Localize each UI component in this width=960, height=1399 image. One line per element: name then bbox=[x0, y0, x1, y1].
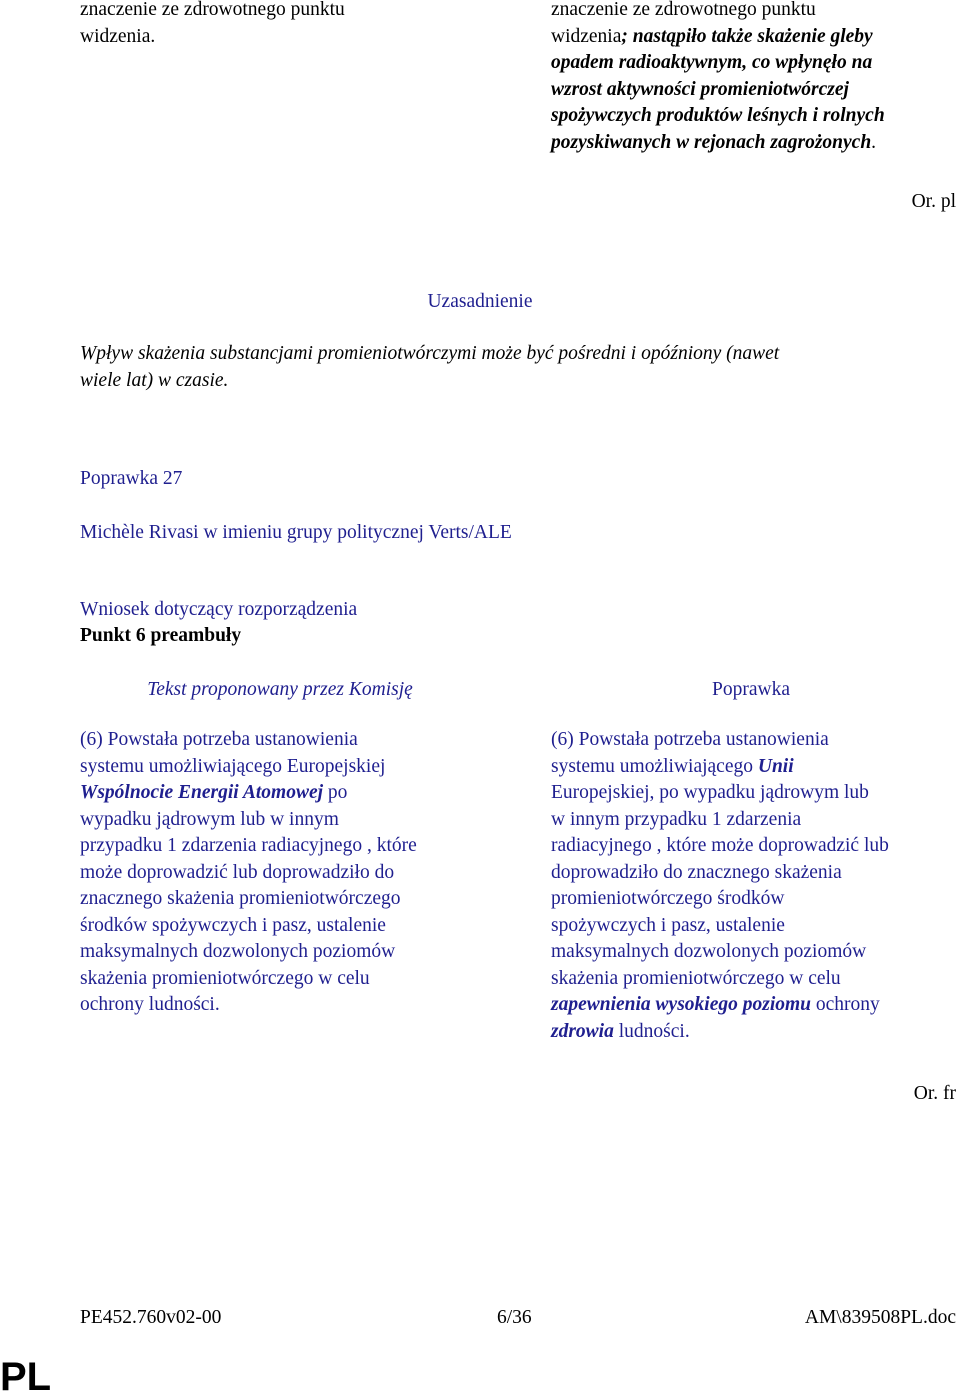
text-line: maksymalnych dozwolonych poziomów bbox=[80, 941, 396, 962]
text-line: w innym przypadku 1 zdarzenia bbox=[551, 808, 802, 830]
prev-left-column bbox=[80, 0, 480, 50]
text-line: Wspólnocie Energii Atomowej po bbox=[80, 782, 348, 803]
text-line: przypadku 1 zdarzenia radiacyjnego , które bbox=[80, 835, 417, 856]
text-line: doprowadziło do znacznego skażenia bbox=[551, 861, 842, 883]
text-line: (6) Powstała potrzeba ustanowienia bbox=[80, 729, 358, 750]
amendment-text bbox=[551, 727, 956, 1045]
original-language-fr: Or. fr bbox=[913, 1083, 956, 1104]
text-line: promieniotwórczego środków bbox=[551, 888, 785, 909]
text-line: może doprowadzić lub doprowadziło do bbox=[80, 861, 395, 883]
text-line: spożywczych i pasz, ustalenie bbox=[551, 914, 785, 936]
column-header-commission: Tekst proponowany przez Komisję bbox=[147, 679, 413, 700]
amendment-author: Michèle Rivasi w imieniu grupy politycznej Verts/ALE bbox=[80, 522, 512, 543]
text-line: Europejskiej, po wypadku jądrowym lub bbox=[551, 782, 869, 803]
text-line: wiele lat) w czasie. bbox=[80, 369, 229, 391]
text-line: zapewnienia wysokiego poziomu ochrony bbox=[551, 994, 880, 1015]
amendment-title: Poprawka 27 bbox=[80, 468, 183, 489]
text-line: środków spożywczych i pasz, ustalenie bbox=[80, 914, 386, 936]
text-line: zdrowia ludności. bbox=[551, 1020, 690, 1042]
text-line: znaczenie ze zdrowotnego punktu bbox=[80, 0, 345, 20]
text-line: systemu umożliwiającego Europejskiej bbox=[80, 755, 386, 777]
text-line: maksymalnych dozwolonych poziomów bbox=[551, 941, 867, 962]
text-line: wzrost aktywności promieniotwórczej bbox=[551, 78, 849, 100]
footer-document-id: AM\839508PL.doc bbox=[804, 1307, 956, 1328]
justification-heading: Uzasadnienie bbox=[427, 291, 533, 312]
text-line: widzenia; nastąpiło także skażenie gleby bbox=[551, 25, 873, 47]
commission-text bbox=[80, 727, 480, 1019]
text-line: opadem radioaktywnym, co wpłynęło na bbox=[551, 52, 873, 73]
text-line: Wpływ skażenia substancjami promieniotwórczymi może być pośredni i opóźniony (nawet bbox=[80, 343, 780, 364]
original-language-pl: Or. pl bbox=[911, 191, 956, 212]
text-line: spożywczych produktów leśnych i rolnych bbox=[551, 105, 885, 126]
text-line: systemu umożliwiającego Unii bbox=[551, 755, 794, 777]
text-line: radiacyjnego , które może doprowadzić lub bbox=[551, 835, 889, 856]
proposal-title: Wniosek dotyczący rozporządzenia bbox=[80, 599, 358, 620]
text-line: widzenia. bbox=[80, 25, 156, 47]
text-line: skażenia promieniotwórczego w celu bbox=[80, 967, 370, 989]
text-line: wypadku jądrowym lub w innym bbox=[80, 808, 339, 830]
footer-page-number: 6/36 bbox=[497, 1307, 532, 1328]
language-mark: PL bbox=[0, 1355, 52, 1399]
text-line: ochrony ludności. bbox=[80, 994, 220, 1015]
recital-reference: Punkt 6 preambuły bbox=[80, 625, 242, 646]
footer-reference: PE452.760v02-00 bbox=[80, 1307, 222, 1328]
text-line: (6) Powstała potrzeba ustanowienia bbox=[551, 729, 829, 750]
column-header-amendment: Poprawka bbox=[712, 679, 790, 700]
text-line: pozyskiwanych w rejonach zagrożonych. bbox=[551, 131, 877, 153]
prev-right-column bbox=[551, 0, 951, 156]
text-line: znaczenie ze zdrowotnego punktu bbox=[551, 0, 816, 20]
text-line: skażenia promieniotwórczego w celu bbox=[551, 967, 841, 989]
justification-text bbox=[80, 341, 940, 394]
text-line: znacznego skażenia promieniotwórczego bbox=[80, 888, 401, 909]
